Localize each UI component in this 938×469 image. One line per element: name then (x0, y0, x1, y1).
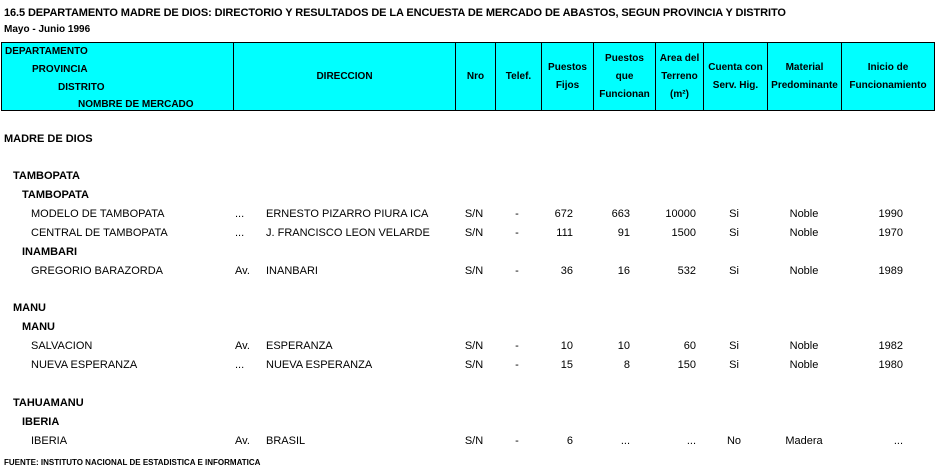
cell-name: GREGORIO BARAZORDA (31, 265, 164, 277)
header-area-l2: Terreno (661, 70, 698, 82)
cell-fijos: 111 (556, 227, 573, 239)
header-nro (456, 43, 496, 110)
cell-inicio: 1980 (878, 359, 903, 371)
cell-material: Noble (789, 340, 819, 352)
header-material-l1: Material (785, 61, 824, 73)
header-puestos-func-l3: Funcionan (599, 88, 650, 100)
cell-serv: Si (729, 265, 739, 277)
cell-funcionan: 91 (617, 227, 630, 239)
cell-direccion: NUEVA ESPERANZA (266, 359, 373, 371)
header-area (656, 43, 704, 110)
cell-via: Av. (235, 340, 250, 352)
header-inicio-l1: Inicio de (867, 61, 909, 73)
header-location-cell (2, 43, 234, 110)
header-departamento: DEPARTAMENTO (5, 46, 88, 57)
header-puestos-fijos (542, 43, 594, 110)
cell-direccion: ERNESTO PIZARRO PIURA ICA (266, 208, 429, 220)
report-title: 16.5 DEPARTAMENTO MADRE DE DIOS: DIRECTORIO Y RESULTADOS DE LA ENCUESTA DE MERCADO DE ABASTOS, SEGUN PROVINCIA Y DISTRITO (4, 7, 786, 19)
cell-funcionan: 8 (623, 359, 630, 371)
cell-via: Av. (235, 435, 250, 447)
cell-area: ... (686, 435, 696, 447)
cell-material: Madera (785, 435, 823, 447)
header-area-l1: Area del (659, 52, 700, 64)
department-label: MADRE DE DIOS (4, 133, 93, 145)
cell-area: 532 (677, 265, 696, 277)
header-cuenta-l2: Serv. Hig. (712, 79, 759, 91)
cell-fijos: 15 (560, 359, 573, 371)
header-nombre-mercado: NOMBRE DE MERCADO (78, 99, 194, 110)
cell-nro: S/N (464, 265, 484, 277)
cell-nro: S/N (464, 208, 484, 220)
report-subtitle: Mayo - Junio 1996 (4, 24, 91, 35)
table-row (0, 227, 938, 245)
cell-telef: - (515, 208, 519, 220)
cell-direccion: ESPERANZA (266, 340, 333, 352)
cell-inicio: 1989 (878, 265, 903, 277)
district-label: TAMBOPATA (22, 189, 90, 201)
cell-serv: Si (729, 208, 739, 220)
cell-inicio: 1970 (878, 227, 903, 239)
header-inicio-l2: Funcionamiento (849, 79, 927, 91)
cell-funcionan: ... (620, 435, 630, 447)
cell-direccion: BRASIL (266, 435, 306, 447)
cell-nro: S/N (464, 435, 484, 447)
cell-area: 60 (683, 340, 696, 352)
header-distrito: DISTRITO (58, 82, 105, 93)
table-header (1, 42, 935, 111)
header-cuenta-l1: Cuenta con (708, 61, 763, 73)
cell-name: SALVACION (31, 340, 93, 352)
cell-fijos: 10 (560, 340, 573, 352)
header-puestos-fijos-l2: Fijos (555, 79, 580, 91)
header-puestos-func-l2: que (615, 70, 634, 82)
cell-fijos: 672 (554, 208, 573, 220)
cell-fijos: 6 (566, 435, 573, 447)
cell-material: Noble (789, 208, 819, 220)
header-provincia: PROVINCIA (32, 64, 88, 75)
cell-name: IBERIA (31, 435, 68, 447)
cell-telef: - (515, 340, 519, 352)
province-label: TAHUAMANU (13, 397, 84, 409)
cell-funcionan: 10 (617, 340, 630, 352)
cell-funcionan: 16 (617, 265, 630, 277)
cell-telef: - (515, 359, 519, 371)
cell-telef: - (515, 435, 519, 447)
header-puestos-fijos-l1: Puestos (548, 61, 587, 73)
table-row (0, 435, 938, 453)
table-row (0, 265, 938, 283)
cell-nro: S/N (464, 359, 484, 371)
header-material (768, 43, 842, 110)
district-label: IBERIA (22, 416, 60, 428)
table-row (0, 208, 938, 226)
cell-telef: - (515, 227, 519, 239)
cell-area: 1500 (671, 227, 696, 239)
cell-inicio: 1982 (878, 340, 903, 352)
header-inicio (842, 43, 934, 110)
header-puestos-func-l1: Puestos (605, 52, 644, 64)
province-label: MANU (13, 302, 46, 314)
cell-direccion: J. FRANCISCO LEON VELARDE (266, 227, 430, 239)
header-telef (496, 43, 542, 110)
header-direccion (234, 43, 456, 110)
header-puestos-funcionan (594, 43, 656, 110)
cell-serv: Si (729, 359, 739, 371)
cell-nro: S/N (464, 340, 484, 352)
cell-name: MODELO DE TAMBOPATA (31, 208, 165, 220)
district-label: MANU (22, 321, 55, 333)
cell-nro: S/N (464, 227, 484, 239)
cell-inicio: ... (893, 435, 903, 447)
cell-via: ... (235, 208, 245, 220)
cell-fijos: 36 (560, 265, 573, 277)
cell-material: Noble (789, 359, 819, 371)
cell-via: ... (235, 227, 245, 239)
header-cuenta-serv (704, 43, 768, 110)
header-nro-label: Nro (466, 70, 485, 82)
cell-telef: - (515, 265, 519, 277)
header-direccion-label: DIRECCION (316, 70, 373, 82)
cell-funcionan: 663 (611, 208, 630, 220)
table-row (0, 340, 938, 358)
province-label: TAMBOPATA (13, 170, 81, 182)
cell-material: Noble (789, 265, 819, 277)
cell-serv: Si (729, 227, 739, 239)
header-area-l3: (m²) (670, 88, 689, 100)
header-material-l2: Predominante (771, 79, 838, 91)
cell-via: ... (235, 359, 245, 371)
table-row (0, 359, 938, 377)
cell-inicio: 1990 (878, 208, 903, 220)
cell-direccion: INANBARI (266, 265, 318, 277)
cell-material: Noble (789, 227, 819, 239)
district-label: INAMBARI (22, 246, 77, 258)
cell-name: NUEVA ESPERANZA (31, 359, 138, 371)
cell-via: Av. (235, 265, 250, 277)
source-footer: FUENTE: INSTITUTO NACIONAL DE ESTADISTICA E INFORMATICA (4, 458, 261, 467)
cell-name: CENTRAL DE TAMBOPATA (31, 227, 168, 239)
cell-area: 150 (677, 359, 696, 371)
cell-area: 10000 (665, 208, 696, 220)
cell-serv: No (726, 435, 742, 447)
cell-serv: Si (729, 340, 739, 352)
header-telef-label: Telef. (505, 70, 532, 82)
